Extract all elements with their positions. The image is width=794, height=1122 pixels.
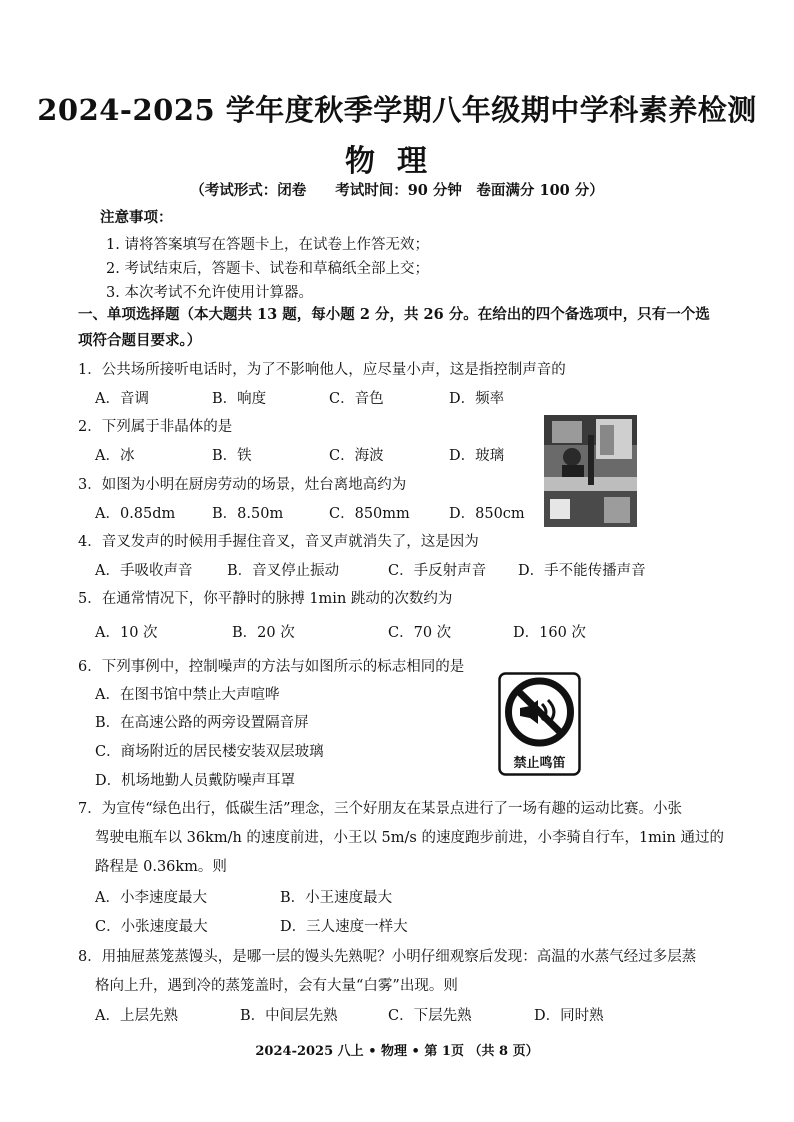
note-item: 1. 请将答案填写在答题卡上，在试卷上作答无效； [106, 237, 429, 253]
notes-title: 注意事项： [100, 209, 173, 226]
option-d: D．机场地勤人员戴防噪声耳罩 [95, 773, 296, 789]
exam-title: 2024-2025 学年度秋季学期八年级期中学科素养检测 [37, 93, 757, 127]
sign-caption: 禁止鸣笛 [513, 756, 566, 771]
option-c: C．70 次 [388, 625, 452, 641]
option-a: A．0.85dm [95, 506, 176, 522]
question-stem-line: 驾驶电瓶车以 36km/h 的速度前进，小王以 5m/s 的速度跑步前进，小李骑自行车，1min 通过的 [95, 830, 725, 846]
option-d: D．频率 [449, 391, 505, 407]
option-d: D．三人速度一样大 [280, 919, 408, 935]
option-c: C．音色 [329, 391, 384, 407]
subject-title: 物理 [345, 144, 449, 179]
question-stem-line: 路程是 0.36km。则 [95, 859, 227, 875]
option-b: B．音叉停止振动 [227, 563, 340, 579]
option-a: A．10 次 [95, 625, 158, 641]
question-stem-line: 8．用抽屉蒸笼蒸馒头，是哪一层的馒头先熟呢？小明仔细观察后发现：高温的水蒸气经过多层蒸 [78, 949, 697, 965]
option-d: D．160 次 [513, 625, 586, 641]
option-d: D．手不能传播声音 [518, 563, 646, 579]
question-stem-line: 格向上升，遇到冷的蒸笼盖时，会有大量“白雾”出现。则 [95, 978, 458, 994]
option-a: A．手吸收声音 [95, 563, 193, 579]
option-c: C．小张速度最大 [95, 919, 208, 935]
option-b: B．铁 [212, 448, 252, 464]
option-c: C．商场附近的居民楼安装双层玻璃 [95, 744, 324, 760]
question-stem: 6．下列事例中，控制噪声的方法与如图所示的标志相同的是 [78, 659, 465, 675]
note-item: 2. 考试结束后，答题卡、试卷和草稿纸全部上交； [106, 261, 429, 277]
question-stem: 3．如图为小明在厨房劳动的场景，灶台离地高约为 [78, 477, 407, 493]
option-d: D．850cm [449, 506, 525, 522]
option-b: B．小王速度最大 [280, 890, 393, 906]
option-c: C．海波 [329, 448, 384, 464]
option-a: A．音调 [95, 391, 149, 407]
question-stem: 1．公共场所接听电话时，为了不影响他人，应尽量小声，这是指控制声音的 [78, 362, 566, 378]
option-b: B．响度 [212, 391, 267, 407]
question-stem-line: 7．为宣传“绿色出行，低碳生活”理念，三个好朋友在某景点进行了一场有趣的运动比赛。小张 [78, 801, 683, 817]
option-d: D．玻璃 [449, 448, 505, 464]
option-a: A．上层先熟 [95, 1008, 178, 1024]
note-item: 3. 本次考试不允许使用计算器。 [106, 285, 313, 301]
option-d: D．同时熟 [534, 1008, 604, 1024]
option-c: C．手反射声音 [388, 563, 487, 579]
kitchen-photo [544, 415, 637, 527]
exam-info: （考试形式：闭卷 考试时间：90 分钟 卷面满分 100 分） [190, 182, 604, 199]
option-a: A．在图书馆中禁止大声喧哗 [95, 687, 280, 703]
question-stem: 2．下列属于非晶体的是 [78, 419, 233, 435]
option-c: C．850mm [329, 506, 410, 522]
section-title: 一、单项选择题（本大题共 13 题，每小题 2 分，共 26 分。在给出的四个备选项中，只有一个选项符合题目要求。） [78, 306, 710, 349]
question-stem: 4．音叉发声的时候用手握住音叉，音叉声就消失了，这是因为 [78, 534, 479, 550]
option-b: B．8.50m [212, 506, 284, 522]
option-b: B．中间层先熟 [240, 1008, 338, 1024]
no-honking-sign [498, 672, 581, 776]
option-b: B．在高速公路的两旁设置隔音屏 [95, 715, 309, 731]
option-a: A．小李速度最大 [95, 890, 207, 906]
option-b: B．20 次 [232, 625, 295, 641]
option-c: C．下层先熟 [388, 1008, 472, 1024]
question-stem: 5．在通常情况下，你平静时的脉搏 1min 跳动的次数约为 [78, 591, 453, 607]
page-footer: 2024-2025 八上 • 物理 • 第 1页 （共 8 页） [255, 1044, 539, 1059]
option-a: A．冰 [95, 448, 135, 464]
